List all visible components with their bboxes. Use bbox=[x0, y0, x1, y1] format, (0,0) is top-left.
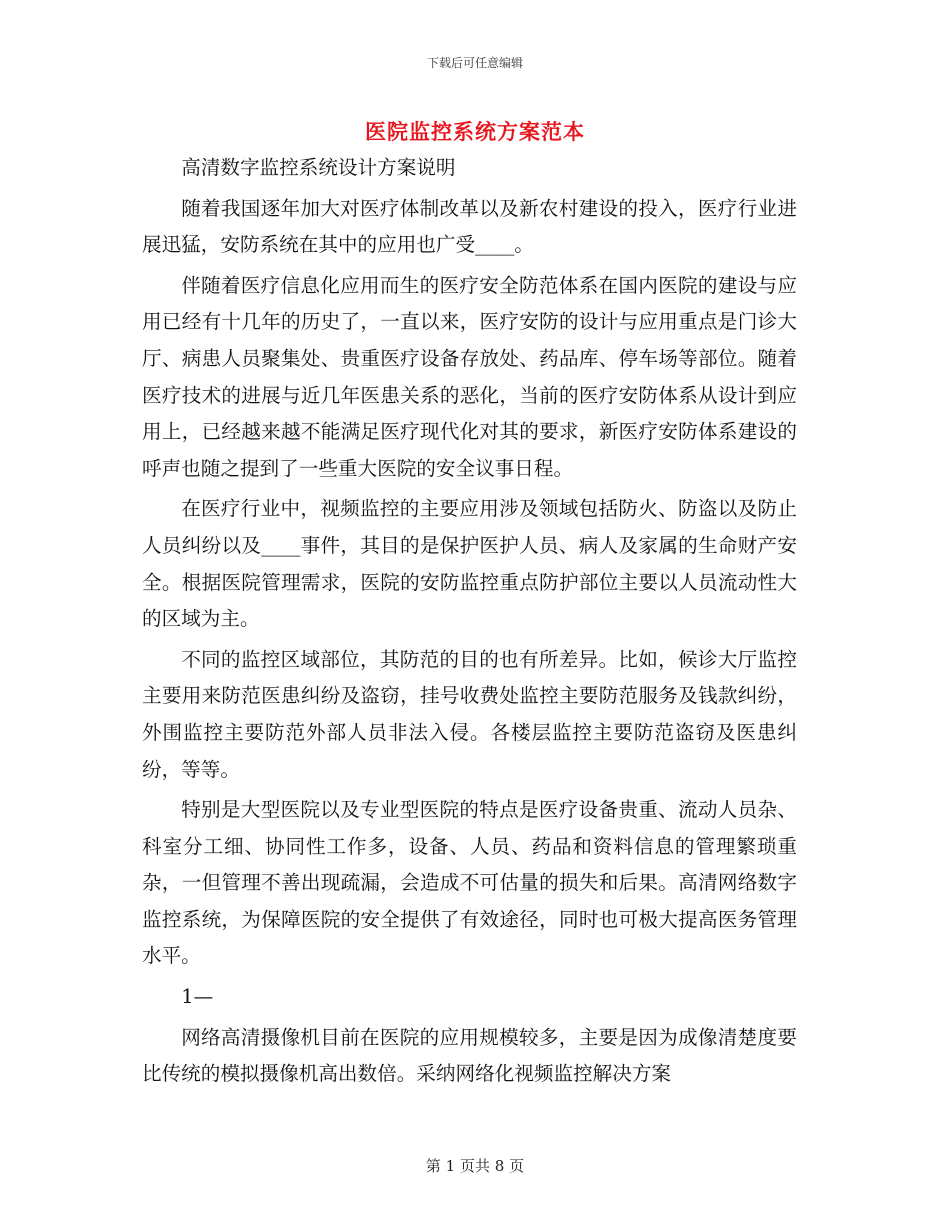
document-title: 医院监控系统方案范本 bbox=[365, 119, 585, 144]
section-marker: 1— bbox=[181, 985, 214, 1009]
header-note: 下载后可任意编辑 bbox=[426, 56, 523, 70]
paragraph-subtitle: 高清数字监控系统设计方案说明 bbox=[181, 156, 456, 179]
paragraph: 特别是大型医院以及专业型医院的特点是医疗设备贵重、流动人员杂、科室分工细、协同性工作多，设备、人员、药品和资料信息的管理繁琐重杂，一但管理不善出现疏漏，会造成不可估量的损失和后果。高清网络数字监控系统，为保障医院的安全提供了有效途径，同时也可极大提高医务管理水平。 bbox=[142, 798, 797, 968]
document-body bbox=[142, 150, 797, 1097]
paragraph: 随着我国逐年加大对医疗体制改革以及新农村建设的投入，医疗行业进展迅猛，安防系统在其中的应用也广受____。 bbox=[142, 196, 797, 257]
paragraph: 伴随着医疗信息化应用而生的医疗安全防范体系在国内医院的建设与应用已经有十几年的历史了，一直以来，医疗安防的设计与应用重点是门诊大厅、病患人员聚集处、贵重医疗设备存放处、药品库、停车场等部位。随着医疗技术的进展与近几年医患关系的恶化，当前的医疗安防体系从设计到应用上，已经越来越不能满足医疗现代化对其的要求，新医疗安防体系建设的呼声也随之提到了一些重大医院的安全议事日程。 bbox=[142, 273, 797, 480]
paragraph: 不同的监控区域部位，其防范的目的也有所差异。比如，候诊大厅监控主要用来防范医患纠纷及盗窃，挂号收费处监控主要防范服务及钱款纠纷，外围监控主要防范外部人员非法入侵。各楼层监控主要防范盗窃及医患纠纷，等等。 bbox=[142, 647, 797, 781]
page-number-footer: 第 1 页共 8 页 bbox=[425, 1157, 525, 1175]
paragraph: 在医疗行业中，视频监控的主要应用涉及领域包括防火、防盗以及防止人员纠纷以及____事件，其目的是保护医护人员、病人及家属的生命财产安全。根据医院管理需求，医院的安防监控重点防护部位主要以人员流动性大的区域为主。 bbox=[142, 497, 797, 631]
paragraph: 网络高清摄像机目前在医院的应用规模较多，主要是因为成像清楚度要比传统的模拟摄像机高出数倍。采纳网络化视频监控解决方案 bbox=[142, 1025, 797, 1086]
